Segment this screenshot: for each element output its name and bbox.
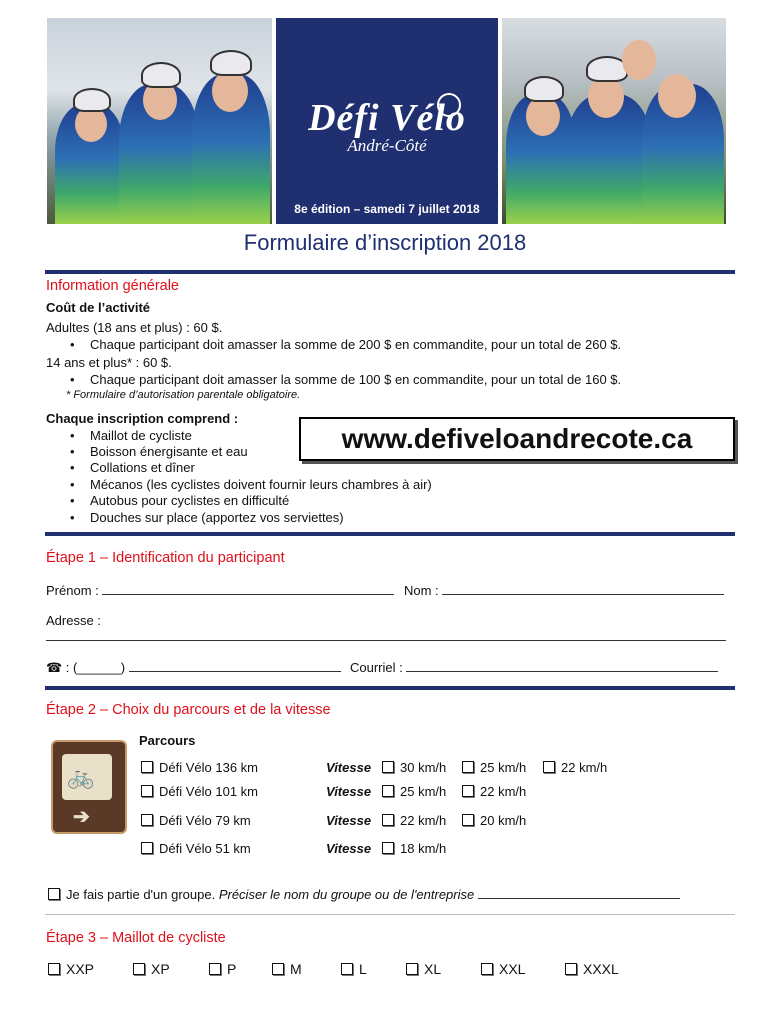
- helmet-icon: [210, 50, 252, 76]
- checkbox-icon[interactable]: [133, 963, 145, 975]
- size-option-xxp[interactable]: XXP: [48, 961, 94, 977]
- step2-heading: Étape 2 – Choix du parcours et de la vitesse: [46, 702, 331, 718]
- size-option-xl[interactable]: XL: [406, 961, 441, 977]
- checkbox-icon[interactable]: [382, 842, 394, 854]
- includes-heading: Chaque inscription comprend :: [46, 411, 239, 426]
- helmet-icon: [141, 62, 181, 88]
- header-photo-left: [47, 18, 272, 224]
- website-link[interactable]: www.defiveloandrecote.ca: [299, 417, 735, 461]
- youth-price: 14 ans et plus* : 60 $.: [46, 355, 172, 370]
- last-name-label: Nom :: [404, 583, 439, 598]
- section-divider: [45, 686, 735, 690]
- last-name-field[interactable]: [404, 583, 724, 598]
- checkbox-icon[interactable]: [141, 842, 153, 854]
- cyclist-head: [588, 76, 624, 118]
- banner-title: Défi Vélo: [308, 97, 466, 139]
- arrow-right-icon: ➔: [73, 806, 90, 828]
- helmet-icon: [73, 88, 111, 112]
- checkbox-icon[interactable]: [382, 785, 394, 797]
- checkbox-icon[interactable]: [141, 785, 153, 797]
- speed-option[interactable]: 22 km/h: [543, 760, 607, 775]
- step3-heading: Étape 3 – Maillot de cycliste: [46, 930, 226, 946]
- size-option-m[interactable]: M: [272, 961, 302, 977]
- first-name-label: Prénom :: [46, 583, 99, 598]
- checkbox-icon[interactable]: [272, 963, 284, 975]
- header-photo-right: [502, 18, 726, 224]
- event-banner: [276, 18, 498, 224]
- checkbox-icon[interactable]: [382, 761, 394, 773]
- email-input[interactable]: [406, 660, 718, 672]
- checkbox-icon[interactable]: [462, 761, 474, 773]
- step1-heading: Étape 1 – Identification du participant: [46, 550, 285, 566]
- last-name-input[interactable]: [442, 583, 724, 595]
- phone-label: ☎ : (______): [46, 660, 126, 675]
- cyclist-head: [658, 74, 696, 118]
- speed-option[interactable]: 22 km/h: [462, 784, 526, 799]
- phone-input[interactable]: [129, 660, 341, 672]
- speed-option[interactable]: 22 km/h: [382, 813, 446, 828]
- helmet-icon: [524, 76, 564, 102]
- cyclist-head: [212, 70, 248, 112]
- checkbox-icon[interactable]: [341, 963, 353, 975]
- checkbox-icon[interactable]: [565, 963, 577, 975]
- section-divider: [45, 914, 735, 915]
- checkbox-icon[interactable]: [462, 785, 474, 797]
- checkbox-icon[interactable]: [382, 814, 394, 826]
- route-option-51km[interactable]: Défi Vélo 51 km: [141, 841, 251, 856]
- email-label: Courriel :: [350, 660, 403, 675]
- phone-field[interactable]: [46, 660, 341, 676]
- speed-option[interactable]: 25 km/h: [462, 760, 526, 775]
- banner-edition: 8e édition – samedi 7 juillet 2018: [294, 202, 480, 216]
- size-option-xp[interactable]: XP: [133, 961, 170, 977]
- speed-group: Vitesse: [326, 813, 372, 828]
- speed-group: Vitesse: [326, 841, 372, 856]
- cost-heading: Coût de l’activité: [46, 300, 151, 315]
- checkbox-icon[interactable]: [141, 814, 153, 826]
- footnote: * Formulaire d’autorisation parentale obligatoire.: [66, 389, 301, 401]
- logo-circle-icon: [437, 93, 461, 117]
- bicycle-icon: 🚲: [67, 764, 95, 789]
- bike-route-sign: [51, 740, 127, 834]
- cyclist-head: [622, 40, 656, 80]
- checkbox-icon[interactable]: [48, 888, 60, 900]
- checkbox-icon[interactable]: [406, 963, 418, 975]
- checkbox-icon[interactable]: [209, 963, 221, 975]
- size-option-l[interactable]: L: [341, 961, 367, 977]
- banner-subtitle: André-Côté: [347, 136, 427, 155]
- speed-group: Vitesse: [326, 784, 372, 799]
- checkbox-icon[interactable]: [141, 761, 153, 773]
- group-hint: Préciser le nom du groupe ou de l'entreprise: [218, 887, 475, 902]
- first-name-input[interactable]: [102, 583, 394, 595]
- speed-option[interactable]: 30 km/h: [382, 760, 446, 775]
- address-input[interactable]: [46, 640, 726, 641]
- route-option-136km[interactable]: Défi Vélo 136 km: [141, 760, 258, 775]
- checkbox-icon[interactable]: [462, 814, 474, 826]
- size-option-xxxl[interactable]: XXXL: [565, 961, 619, 977]
- adults-price: Adultes (18 ans et plus) : 60 $.: [46, 320, 223, 335]
- speed-option[interactable]: 20 km/h: [462, 813, 526, 828]
- cyclist-head: [526, 96, 560, 136]
- speed-option[interactable]: 25 km/h: [382, 784, 446, 799]
- section-divider: [45, 270, 735, 274]
- group-label: Je fais partie d'un groupe.: [66, 887, 216, 902]
- address-label: Adresse :: [46, 613, 101, 628]
- group-field[interactable]: [48, 887, 680, 902]
- speed-option[interactable]: 18 km/h: [382, 841, 446, 856]
- size-option-xxl[interactable]: XXL: [481, 961, 525, 977]
- checkbox-icon[interactable]: [481, 963, 493, 975]
- email-field[interactable]: [350, 660, 718, 675]
- speed-group: Vitesse: [326, 760, 372, 775]
- form-title: Formulaire d’inscription 2018: [243, 230, 527, 255]
- section-divider: [45, 532, 735, 536]
- route-option-101km[interactable]: Défi Vélo 101 km: [141, 784, 258, 799]
- checkbox-icon[interactable]: [543, 761, 555, 773]
- general-info-heading: Information générale: [46, 278, 179, 294]
- parcours-label: Parcours: [139, 733, 196, 748]
- checkbox-icon[interactable]: [48, 963, 60, 975]
- first-name-field[interactable]: [46, 583, 394, 598]
- route-option-79km[interactable]: Défi Vélo 79 km: [141, 813, 251, 828]
- size-option-p[interactable]: P: [209, 961, 236, 977]
- group-name-input[interactable]: [478, 887, 680, 899]
